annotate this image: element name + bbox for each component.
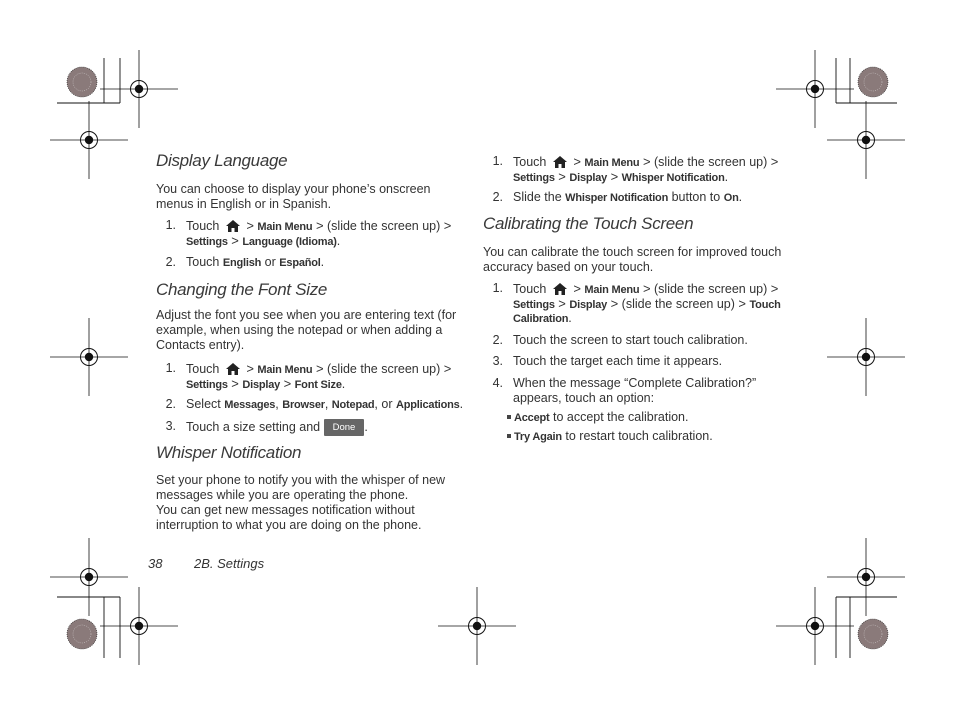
calibrating-paragraph: You can calibrate the touch screen for improved touch accuracy based on your touch. [483,245,782,274]
registration-star-bottom-left [67,619,97,649]
list-item: Try Again to restart touch calibration. [507,429,713,445]
heading-whisper-notification: Whisper Notification [156,443,302,462]
font-size-paragraph: Adjust the font you see when you are entering text (for example, when using the notepad or when adding a Contacts entry). [156,308,457,352]
home-icon [552,155,568,169]
whisper-paragraph: Set your phone to notify you with the whisper of new messages while you are operating the phone. You can get new messages notification without interruption to what you are doing on the phone. [156,473,446,532]
home-icon [552,282,568,296]
page-number: 38 [148,556,163,571]
heading-font-size: Changing the Font Size [156,280,328,299]
home-icon [225,219,241,233]
home-icon [225,362,241,376]
registration-star-bottom-right [858,619,888,649]
list-item: Accept to accept the calibration. [507,410,688,426]
heading-calibrating: Calibrating the Touch Screen [483,214,694,233]
section-name: 2B. Settings [194,556,265,571]
heading-display-language: Display Language [156,151,288,170]
bullet-icon [507,434,511,438]
bullet-icon [507,415,511,419]
registration-star-top-left [67,67,97,97]
display-language-paragraph: You can choose to display your phone’s onscreen menus in English or in Spanish. [156,182,431,211]
registration-star-top-right [858,67,888,97]
done-button: Done [324,419,365,436]
